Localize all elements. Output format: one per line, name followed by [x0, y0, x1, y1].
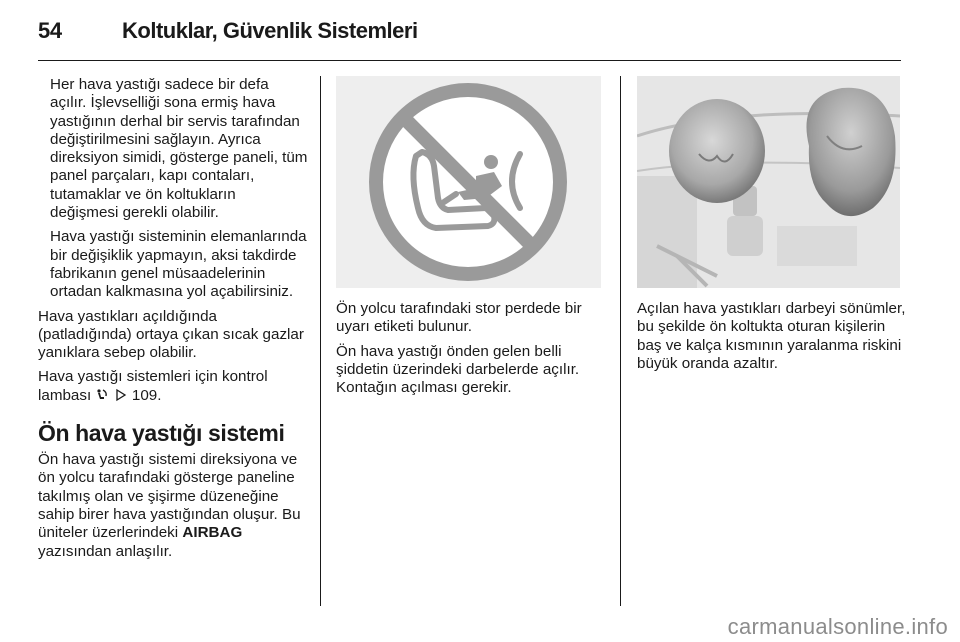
control-lamp-text: Hava yastığı sistemleri için kontrol lambası	[38, 368, 268, 404]
page-reference-icon	[114, 388, 128, 402]
airbag-replacement-note: Her hava yastığı sadece bir defa açılır. İşlevselliği sona ermiş hava yastığının derhal bir servis tarafından değiştirilmesini sağlayın. Ayrıca direksiyon simidi, gösterge paneli, tüm panel parçaları, kapı contaları, tutamaklar ve ön koltukların değişmesi gerekli olabilir.	[50, 76, 308, 222]
section-heading: Ön hava yastığı sistemi	[38, 420, 285, 447]
column-2	[336, 300, 606, 403]
front-airbag-deploy-note: Ön hava yastığı önden gelen belli şiddetin üzerindeki darbelerde açılır. Kontağın açılması gerekir.	[336, 342, 580, 397]
front-airbag-description	[38, 451, 308, 561]
page-title: Koltuklar, Güvenlik Sistemleri	[122, 18, 418, 43]
front-airbag-text: Ön hava yastığı sistemi direksiyona ve ön yolcu tarafındaki gösterge paneline takılmış olan ve şişirme düzeneğine sahip birer hava yastığından oluşur. Bu üniteler üzerlerindeki	[38, 451, 301, 542]
column-divider-1	[320, 76, 321, 606]
no-child-seat-icon	[336, 76, 601, 288]
deployed-airbag-note: Açılan hava yastıkları darbeyi sönümler, bu şekilde ön koltukta oturan kişilerin baş ve kalça kısmının yaralanma riskini büyük oranda azaltır.	[637, 300, 906, 372]
page-number: 54	[38, 18, 62, 43]
airbag-modification-warning: Hava yastığı sisteminin elemanlarında bir değişiklik yapmayın, aksi takdirde fabrikanın genel müsaadelerinin ortadan kalkmasına yol açabilirsiniz.	[50, 228, 307, 301]
deployed-airbags-illustration	[637, 76, 900, 288]
page-reference: 109.	[131, 386, 162, 404]
column-1	[38, 76, 308, 567]
hot-gas-note: Hava yastıkları açıldığında (patladığında) ortaya çıkan sıcak gazlar yanıklara sebep olabilir.	[38, 307, 304, 362]
warning-label-note: Ön yolcu tarafındaki stor perdede bir uyarı etiketi bulunur.	[336, 300, 582, 336]
control-lamp-note	[38, 368, 308, 405]
column-3	[637, 300, 907, 379]
page-header	[38, 18, 918, 50]
column-divider-2	[620, 76, 621, 606]
front-airbag-text-end: yazısından anlaşılır.	[38, 542, 173, 560]
watermark: carmanualsonline.info	[727, 614, 948, 639]
no-child-seat-figure	[336, 76, 601, 288]
deployed-airbags-figure	[637, 76, 900, 288]
airbag-warning-icon	[95, 388, 109, 402]
airbag-label: AIRBAG	[182, 524, 243, 542]
header-rule	[38, 60, 901, 61]
